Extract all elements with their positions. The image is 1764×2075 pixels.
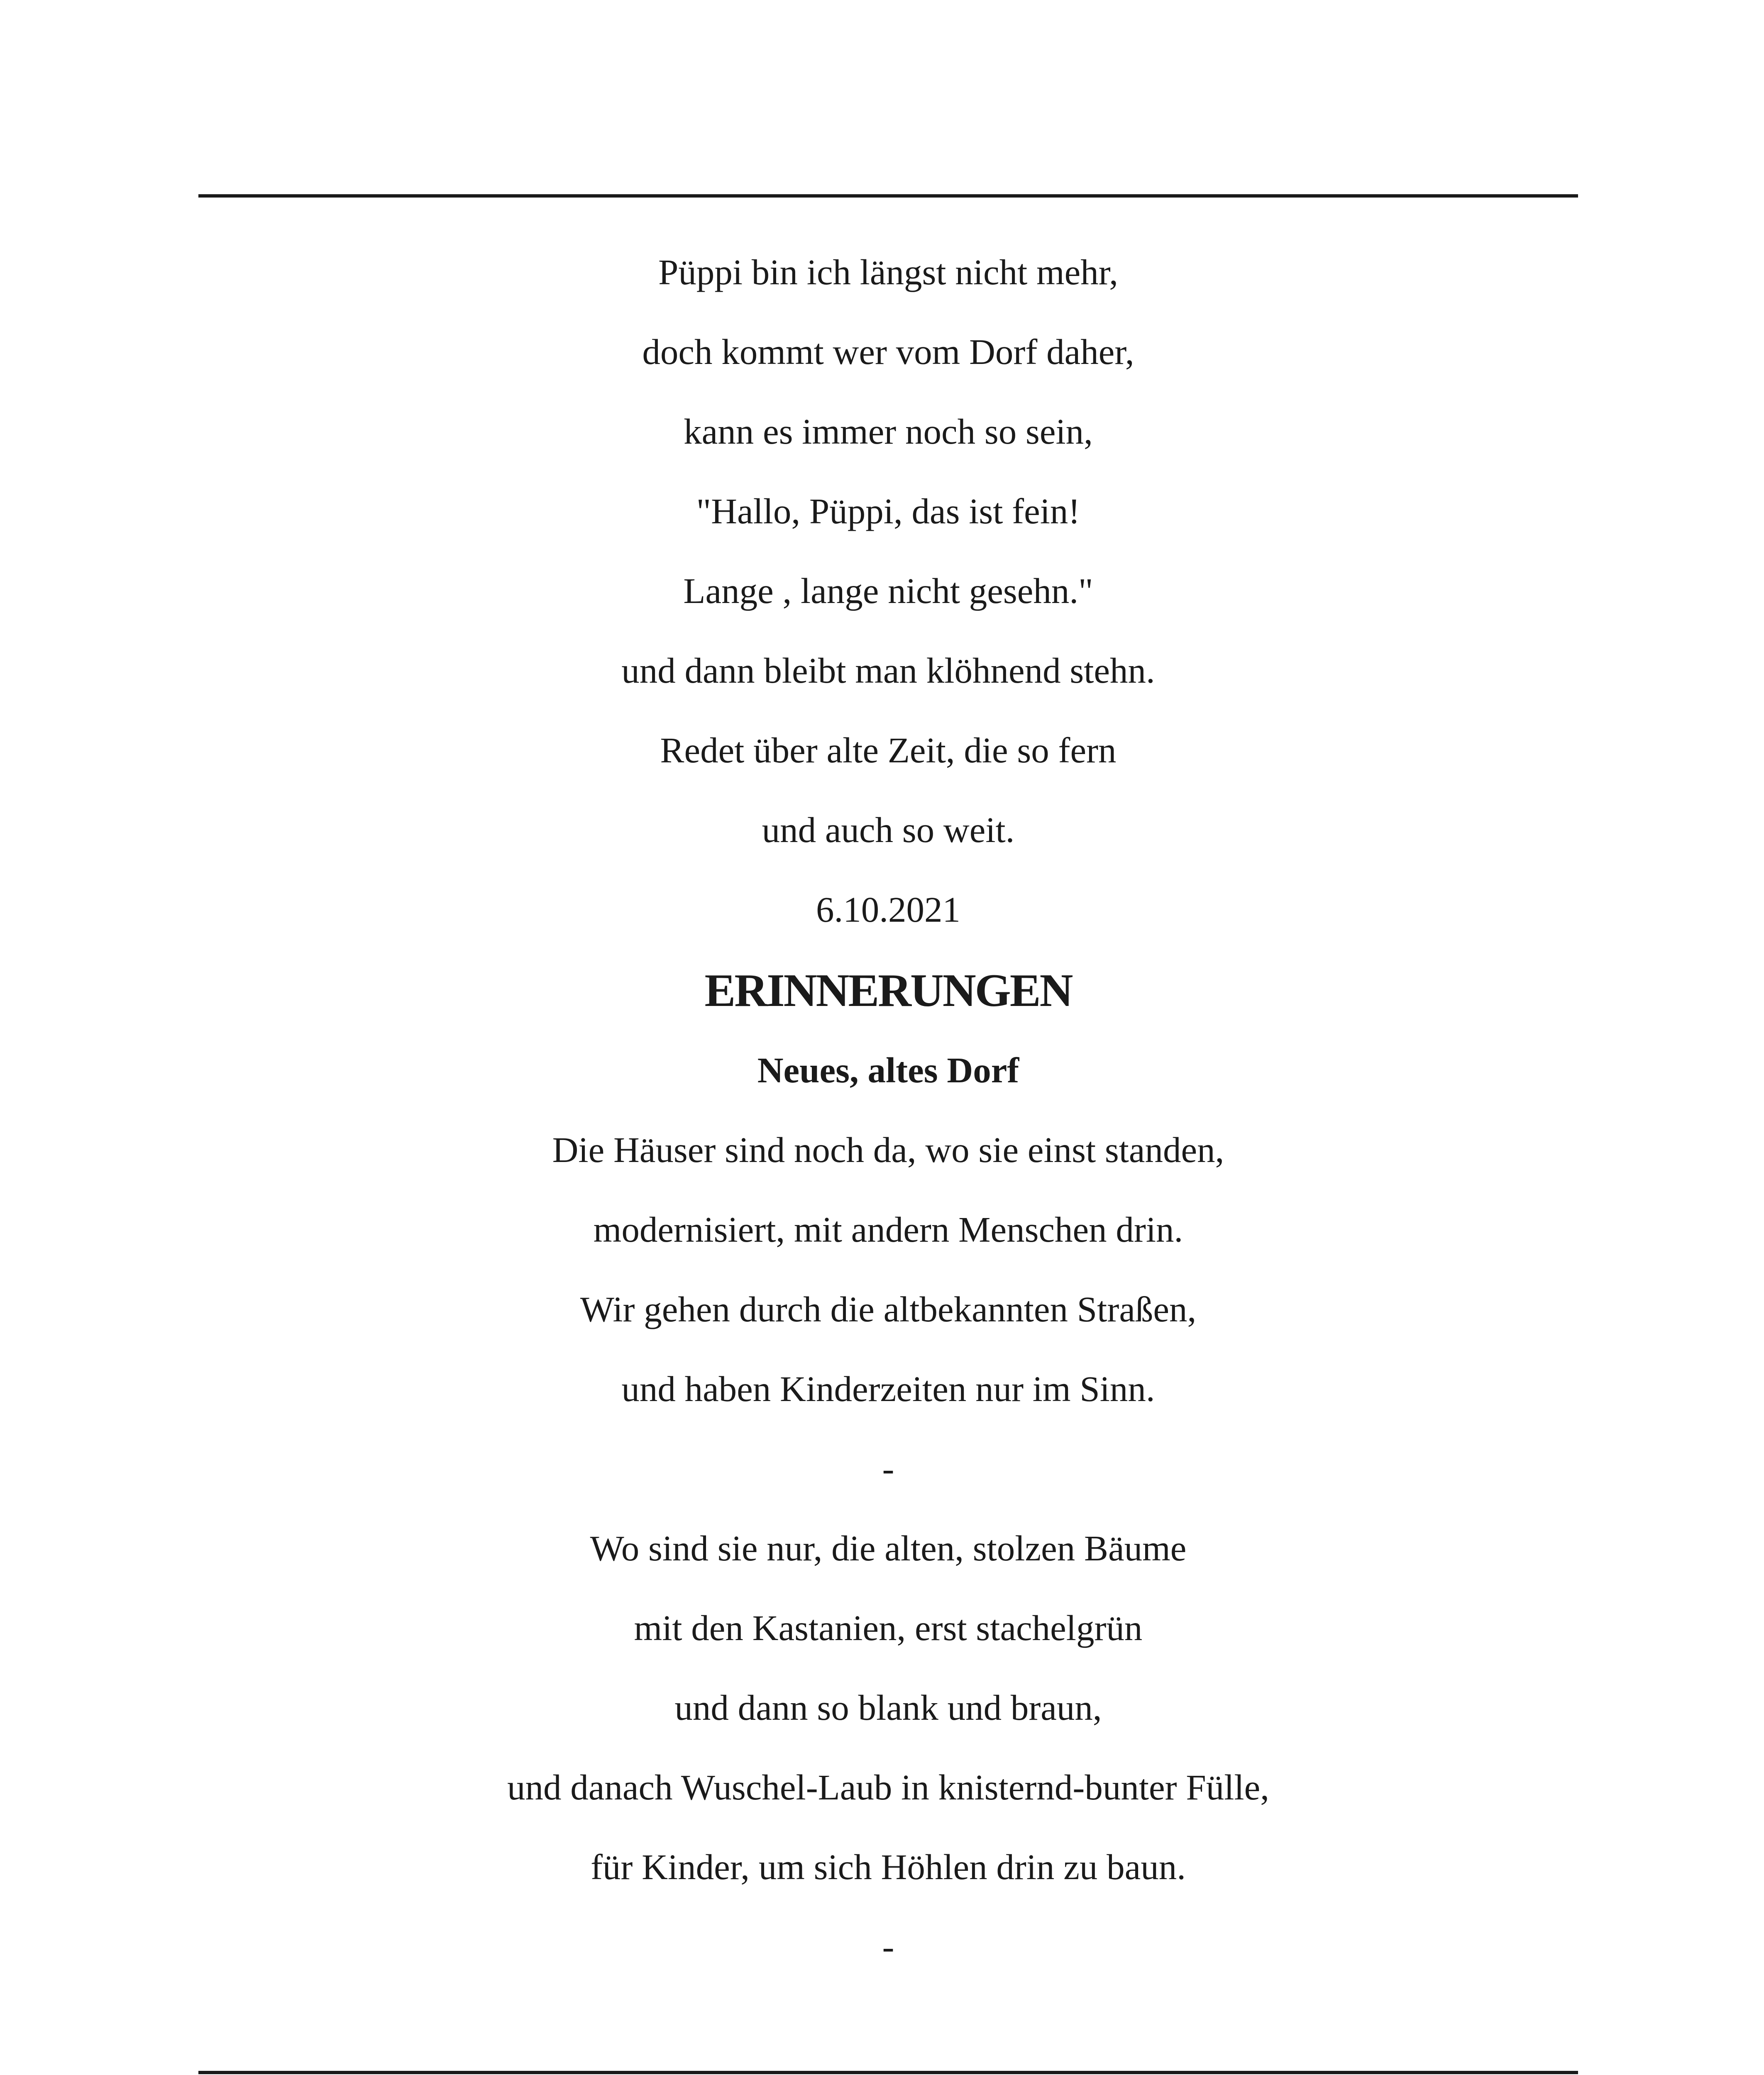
stanza-separator: - <box>882 1926 894 1967</box>
poem-line: modernisiert, mit andern Menschen drin. <box>593 1209 1183 1250</box>
poem-line: Lange , lange nicht gesehn." <box>683 571 1093 611</box>
poem-date: 6.10.2021 <box>816 889 960 930</box>
poem-line: "Hallo, Püppi, das ist fein! <box>696 491 1080 531</box>
poem-line: und haben Kinderzeiten nur im Sinn. <box>621 1369 1155 1409</box>
section-subtitle: Neues, altes Dorf <box>757 1050 1019 1090</box>
stanza-separator: - <box>882 1448 894 1489</box>
section-title: ERINNERUNGEN <box>704 965 1072 1016</box>
poem-line: Redet über alte Zeit, die so fern <box>660 730 1117 770</box>
poem-line: mit den Kastanien, erst stachelgrün <box>634 1608 1143 1648</box>
bottom-rule <box>198 2071 1578 2074</box>
poem-line: Wo sind sie nur, die alten, stolzen Bäume <box>590 1528 1187 1568</box>
poem-line: und auch so weit. <box>762 810 1015 850</box>
poem-line: Püppi bin ich längst nicht mehr, <box>658 252 1119 292</box>
top-rule <box>198 194 1578 198</box>
poem-line: kann es immer noch so sein, <box>684 411 1093 452</box>
poem-line: und dann so blank und braun, <box>674 1687 1102 1728</box>
poem-line: und danach Wuschel-Laub in knisternd-bunter Fülle, <box>507 1767 1269 1807</box>
poem-line: für Kinder, um sich Höhlen drin zu baun. <box>590 1847 1186 1887</box>
poem-line: Die Häuser sind noch da, wo sie einst standen, <box>552 1130 1224 1170</box>
poem-line: Wir gehen durch die altbekannten Straßen, <box>580 1289 1197 1329</box>
poem-line: und dann bleibt man klöhnend stehn. <box>621 650 1155 691</box>
poem-line: doch kommt wer vom Dorf daher, <box>642 332 1134 372</box>
